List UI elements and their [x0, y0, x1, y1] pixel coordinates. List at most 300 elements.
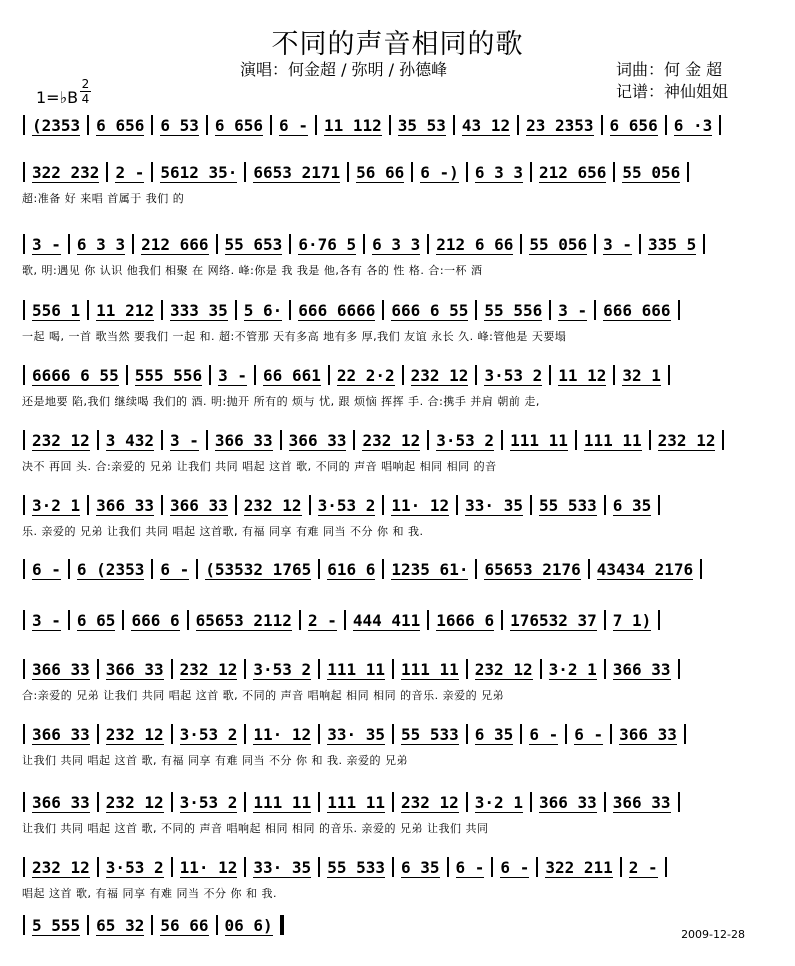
measure: [478, 301, 548, 320]
measure: [607, 496, 658, 515]
measure: [26, 496, 86, 515]
barline: [427, 430, 429, 450]
measure-notes: 6 3 3: [372, 234, 421, 254]
measure-notes: 111 11: [327, 792, 385, 812]
measure: [71, 235, 131, 254]
measure: [321, 660, 391, 679]
measure: [552, 366, 612, 385]
barline: [318, 857, 320, 877]
measure-notes: 11 212: [96, 300, 154, 320]
measure: [494, 858, 535, 877]
measure-notes: 444 411: [352, 610, 421, 630]
measure: [26, 660, 96, 679]
barline: [601, 115, 603, 135]
score-row: [22, 657, 782, 681]
barline: [665, 115, 667, 135]
measure-notes: 3·2 1: [548, 659, 597, 679]
barline: [658, 495, 660, 515]
measure-notes: 6 -: [279, 115, 308, 135]
barline: [328, 365, 330, 385]
measure-notes: 3 -: [32, 234, 61, 254]
measure-notes: 55 533: [327, 857, 385, 877]
measure: [504, 431, 574, 450]
barline: [604, 659, 606, 679]
measure: [350, 163, 410, 182]
barline: [151, 115, 153, 135]
measure-notes: 65653 2176: [484, 559, 581, 579]
barline: [171, 792, 173, 812]
barline: [392, 724, 394, 744]
barline: [216, 234, 218, 254]
measure-notes: 366 33: [32, 659, 90, 679]
measure-notes: 666 6: [131, 610, 180, 630]
barline: [466, 792, 468, 812]
measure: [321, 560, 381, 579]
barline: [389, 115, 391, 135]
measure: [543, 660, 603, 679]
measure-notes: 333 35: [169, 300, 228, 320]
barline: [719, 115, 721, 135]
measure-notes: 1666 6: [436, 610, 495, 630]
barline: [280, 915, 284, 935]
measure: [71, 560, 150, 579]
measure-notes: 11 112: [323, 115, 382, 135]
measure: [26, 725, 96, 744]
measure: [219, 235, 289, 254]
score-row: [22, 608, 782, 632]
measure-notes: 55 056: [622, 162, 681, 182]
lyric-row: 乐. 亲爱的 兄弟 让我们 共同 唱起 这首歌, 有福 同享 有难 同当 不分 你 和 我.: [22, 525, 424, 538]
measure-notes: 3 -: [558, 300, 588, 320]
barline: [517, 115, 519, 135]
barline: [23, 300, 25, 320]
measure: [238, 301, 289, 320]
measure: [623, 858, 664, 877]
measure: [607, 611, 658, 630]
measure: [552, 301, 593, 320]
measure: [469, 725, 520, 744]
measure-notes: 5 6·: [243, 300, 283, 320]
measure-notes: 366 33: [214, 430, 273, 450]
measure-notes: 11· 12: [179, 857, 238, 877]
barline: [530, 792, 532, 812]
measure: [100, 431, 160, 450]
measure: [321, 858, 391, 877]
barline: [23, 857, 25, 877]
barline: [604, 610, 606, 630]
barline: [453, 115, 455, 135]
measure: [247, 793, 317, 812]
measure-notes: 6 656: [609, 115, 658, 135]
barline: [620, 857, 622, 877]
measure: [247, 725, 317, 744]
measure: [100, 660, 170, 679]
barline: [23, 234, 25, 254]
measure: [395, 725, 465, 744]
measure: [199, 560, 317, 579]
barline: [244, 162, 246, 182]
barline: [151, 162, 153, 182]
measure-notes: 335 5: [648, 234, 697, 254]
measure-notes: 23 2353: [526, 115, 594, 135]
measure-notes: 232 12: [32, 430, 90, 450]
measure: [154, 916, 214, 935]
barline: [209, 365, 211, 385]
barline: [289, 234, 291, 254]
barline: [216, 915, 218, 935]
measure-notes: 616 6: [327, 559, 376, 579]
measure-notes: 366 33: [32, 792, 90, 812]
measure-notes: 3·53 2: [436, 430, 495, 450]
composer: 词曲：何 金 超: [616, 60, 723, 79]
barline: [97, 857, 99, 877]
barline: [97, 792, 99, 812]
measure: [385, 496, 455, 515]
measure: [26, 793, 96, 812]
lyric-row: 还是地要 陷,我们 继续喝 我们的 酒. 明:抛开 所有的 烦与 忧, 跟 烦恼 挥挥 手. 合:携手 并肩 朝前 走,: [22, 395, 540, 408]
barline: [540, 659, 542, 679]
measure-notes: 3·53 2: [105, 857, 164, 877]
measure: [100, 793, 170, 812]
measure-notes: 7 1): [612, 610, 652, 630]
measure: [533, 163, 612, 182]
measure-notes: 232 12: [105, 724, 164, 744]
measure-notes: 3·53 2: [317, 495, 376, 515]
barline: [244, 659, 246, 679]
measure: [125, 611, 185, 630]
measure: [450, 858, 491, 877]
measure-notes: 232 12: [362, 430, 421, 450]
transcription-date: 2009-12-28: [681, 928, 745, 941]
measure-notes: 6·76 5: [298, 234, 357, 254]
barline: [87, 495, 89, 515]
barline: [171, 724, 173, 744]
measure-notes: 55 533: [538, 495, 597, 515]
measure-notes: 366 33: [619, 724, 677, 744]
lyric-row: 让我们 共同 唱起 这首 歌, 有福 同享 有难 同当 不分 你 和 我. 亲爱的 兄弟: [22, 754, 408, 767]
measure-notes: 6 35: [474, 724, 514, 744]
measure: [478, 366, 548, 385]
lyric-row: 一起 喝, 一首 歌当然 要我们 一起 和. 超:不管那 天有多高 地有多 厚,我们 友谊 永长 久. 峰:管他是 天要塌: [22, 330, 567, 343]
barline: [235, 495, 237, 515]
measure: [607, 660, 677, 679]
barline: [411, 162, 413, 182]
barline: [289, 300, 291, 320]
barline: [475, 365, 477, 385]
measure-notes: 3·2 1: [474, 792, 523, 812]
measure-notes: 212 6 66: [436, 234, 514, 254]
barline: [23, 724, 25, 744]
measure: [90, 116, 150, 135]
measure-notes: 366 33: [96, 495, 154, 515]
barline: [520, 234, 522, 254]
measure: [100, 858, 170, 877]
measure: [190, 611, 298, 630]
measure-notes: 43 12: [461, 115, 511, 135]
barline: [318, 659, 320, 679]
barline: [501, 610, 503, 630]
barline: [392, 792, 394, 812]
barline: [87, 300, 89, 320]
measure: [616, 163, 686, 182]
measure-notes: 5 555: [32, 915, 81, 935]
measure: [135, 235, 214, 254]
measure-notes: 6 35: [612, 495, 652, 515]
barline: [151, 559, 153, 579]
barline: [161, 495, 163, 515]
measure-notes: 111 11: [253, 792, 312, 812]
measure: [478, 560, 586, 579]
measure-notes: 6 656: [214, 115, 264, 135]
barline: [594, 300, 596, 320]
measure: [90, 496, 160, 515]
measure: [385, 560, 474, 579]
measure-notes: 6 -: [32, 559, 61, 579]
measure-notes: 6 -: [160, 559, 190, 579]
measure-notes: 11· 12: [253, 724, 312, 744]
measure-notes: 232 12: [657, 430, 716, 450]
barline: [678, 659, 680, 679]
barline: [68, 234, 70, 254]
barline: [353, 430, 355, 450]
barline: [23, 915, 25, 935]
measure: [578, 431, 648, 450]
measure-notes: 666 6 55: [391, 300, 469, 320]
measure: [395, 793, 465, 812]
measure: [456, 116, 516, 135]
measure: [523, 725, 564, 744]
barline: [270, 115, 272, 135]
measure-notes: 3 -: [32, 610, 61, 630]
barline: [161, 430, 163, 450]
measure-notes: 11· 12: [391, 495, 450, 515]
barline: [466, 659, 468, 679]
measure: [366, 235, 426, 254]
measure: [247, 163, 346, 182]
barline: [23, 365, 25, 385]
measure: [164, 301, 234, 320]
measure-notes: 06 6): [224, 915, 273, 935]
measure: [520, 116, 599, 135]
barline: [565, 724, 567, 744]
measure: [26, 235, 67, 254]
measure: [616, 366, 667, 385]
measure-notes: 32 1: [622, 365, 661, 385]
measure: [607, 793, 677, 812]
barline: [23, 659, 25, 679]
barline: [318, 724, 320, 744]
barline: [68, 610, 70, 630]
barline: [206, 430, 208, 450]
measure-notes: 6 3 3: [76, 234, 126, 254]
measure: [164, 496, 234, 515]
measure-notes: 3·2 1: [32, 495, 81, 515]
barline: [206, 115, 208, 135]
measure-notes: 33· 35: [465, 495, 523, 515]
score-row: [22, 363, 782, 387]
measure: [302, 611, 343, 630]
measure: [385, 301, 474, 320]
measure: [26, 301, 86, 320]
score-row: [22, 790, 782, 814]
barline: [447, 857, 449, 877]
measure: [469, 163, 529, 182]
measure: [292, 235, 362, 254]
barline: [700, 559, 702, 579]
barline: [171, 857, 173, 877]
barline: [549, 300, 551, 320]
time-numerator: 2: [81, 77, 90, 91]
measure: [356, 431, 426, 450]
barline: [665, 857, 667, 877]
measure: [642, 235, 702, 254]
measure: [26, 611, 67, 630]
barline: [23, 162, 25, 182]
measure: [321, 793, 391, 812]
barline: [427, 234, 429, 254]
measure: [347, 611, 426, 630]
measure-notes: 35 53: [397, 115, 446, 135]
measure: [90, 301, 160, 320]
measure-notes: 6 53: [160, 115, 199, 135]
measure: [318, 116, 388, 135]
measure-notes: 6 -: [574, 724, 604, 744]
barline: [87, 115, 89, 135]
barline: [604, 792, 606, 812]
barline: [520, 724, 522, 744]
measure: [71, 611, 122, 630]
measure-notes: (2353: [32, 115, 81, 135]
lyric-row: 歌, 明:遇见 你 认识 他我们 相聚 在 网络. 峰:你是 我 我是 他,各有 各的 性 格. 合:一杯 酒: [22, 264, 483, 277]
lyric-row: 决不 再回 头. 合:亲爱的 兄弟 让我们 共同 唱起 这首 歌, 不同的 声音 唱响起 相同 相同 的音: [22, 460, 497, 473]
score-row: [22, 232, 782, 256]
measure-notes: 6 -: [500, 857, 530, 877]
measure: [504, 611, 603, 630]
barline: [475, 559, 477, 579]
measure: [100, 725, 170, 744]
measure: [26, 431, 96, 450]
time-denominator: 4: [81, 92, 90, 106]
measure-notes: 232 12: [105, 792, 164, 812]
measure-notes: 3 -: [169, 430, 199, 450]
barline: [87, 915, 89, 935]
measure: [430, 611, 500, 630]
measure: [414, 163, 465, 182]
measure-notes: 3·53 2: [253, 659, 312, 679]
barline: [530, 162, 532, 182]
barline: [668, 365, 670, 385]
barline: [106, 162, 108, 182]
measure-notes: 56 66: [160, 915, 209, 935]
barline: [315, 115, 317, 135]
score-row: [22, 298, 782, 322]
measure-notes: 6 ·3: [673, 115, 713, 135]
barline: [235, 300, 237, 320]
barline: [244, 857, 246, 877]
measure-notes: 2 -: [307, 610, 337, 630]
barline: [392, 659, 394, 679]
measure-notes: 65 32: [96, 915, 145, 935]
measure: [26, 366, 125, 385]
measure-notes: 65653 2112: [195, 610, 292, 630]
measure-notes: 6666 6 55: [32, 365, 119, 385]
barline: [344, 610, 346, 630]
measure-notes: 212 656: [538, 162, 607, 182]
score-row: [22, 722, 782, 746]
barline: [549, 365, 551, 385]
singers: 演唱：何金超 / 弥明 / 孙德峰: [240, 60, 448, 79]
measure-notes: 232 12: [410, 365, 469, 385]
measure-notes: 1235 61·: [391, 559, 469, 579]
measure-notes: 556 1: [32, 300, 81, 320]
barline: [382, 495, 384, 515]
barline: [97, 724, 99, 744]
measure: [539, 858, 618, 877]
measure: [533, 793, 603, 812]
measure: [331, 366, 401, 385]
measure: [209, 116, 269, 135]
key-signature: 1=♭B: [36, 88, 79, 107]
measure-notes: 66 661: [263, 365, 321, 385]
barline: [427, 610, 429, 630]
barline: [703, 234, 705, 254]
barline: [604, 495, 606, 515]
measure: [26, 916, 86, 935]
barline: [610, 724, 612, 744]
measure-notes: 5612 35·: [160, 162, 238, 182]
barline: [722, 430, 724, 450]
barline: [309, 495, 311, 515]
barline: [161, 300, 163, 320]
measure-notes: 3·53 2: [179, 792, 238, 812]
measure: [174, 793, 244, 812]
barline: [588, 559, 590, 579]
measure-notes: 366 33: [612, 792, 671, 812]
measure-notes: 3 432: [105, 430, 154, 450]
barline: [171, 659, 173, 679]
measure: [109, 163, 150, 182]
barline: [23, 115, 25, 135]
barline: [347, 162, 349, 182]
measure-notes: 55 653: [224, 234, 283, 254]
measure: [154, 560, 195, 579]
measure: [247, 660, 317, 679]
measure-notes: 6 (2353: [76, 559, 145, 579]
measure-notes: 111 11: [327, 659, 385, 679]
barline: [363, 234, 365, 254]
measure: [597, 235, 638, 254]
score-row: [22, 493, 782, 517]
measure: [129, 366, 208, 385]
measure: [321, 725, 391, 744]
measure-notes: 6 35: [400, 857, 440, 877]
measure-notes: 366 33: [169, 495, 228, 515]
barline: [392, 857, 394, 877]
barline: [501, 430, 503, 450]
measure: [154, 163, 243, 182]
measure: [247, 858, 317, 877]
measure: [164, 431, 205, 450]
measure: [312, 496, 382, 515]
measure: [26, 858, 96, 877]
measure-notes: 43434 2176: [596, 559, 694, 579]
measure-notes: 11 12: [558, 365, 607, 385]
measure: [430, 431, 500, 450]
measure-notes: 6 -): [420, 162, 459, 182]
measure: [430, 235, 519, 254]
measure: [613, 725, 683, 744]
measure: [469, 793, 529, 812]
